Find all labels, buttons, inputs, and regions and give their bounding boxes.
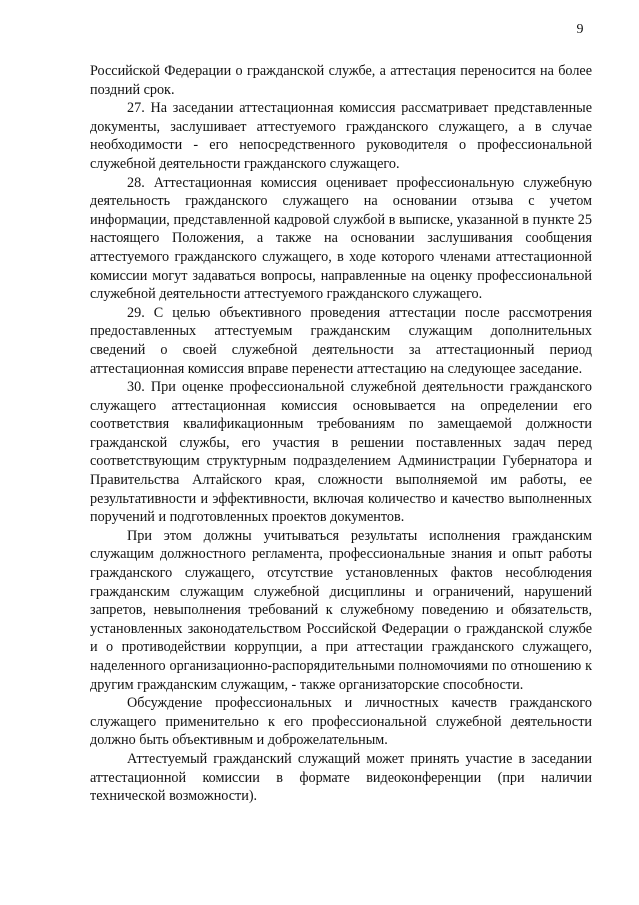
paragraph-30-videoconference: Аттестуемый гражданский служащий может принять участие в заседании аттестационной комиссии в формате видеоконференции (при наличии технической возможности).	[90, 750, 592, 805]
paragraph-continuation: Российской Федерации о гражданской службе, а аттестация переносится на более поздний срок.	[90, 63, 592, 98]
paragraph-30-discussion: Обсуждение профессиональных и личностных качеств гражданского служащего применительно к его профессиональной служебной деятельности должно быть объективным и доброжелательным.	[90, 695, 592, 749]
paragraph-30-results: При этом должны учитываться результаты исполнения гражданским служащим должностного регламента, профессиональные знания и опыт работы гражданского служащего, отсутствие установленных фактов несоблюдения гражданским служащим служебной дисциплины и ограничений, нарушений запретов, невыполнения требований к служебному поведению и обязательств, установленных законодательством Российской Федерации о гражданской службе и о противодействии коррупции, а при аттестации гражданского служащего, наделенного организационно-распорядительными полномочиями по отношению к другим гражданским служащим, - также организаторские способности.	[90, 527, 592, 693]
document-body	[90, 62, 592, 806]
paragraph-30: 30. При оценке профессиональной служебной деятельности гражданского служащего аттестационная комиссия основывается на определении его соответствия квалификационным требованиям по замещаемой должности гражданской службы, его участия в решении поставленных задач перед соответствующим структурным подразделением Администрации Губернатора и Правительства Алтайского края, сложности выполняемой им работы, ее результативности и эффективности, включая количество и качество выполненных поручений и подготовленных проектов документов.	[90, 379, 592, 526]
paragraph-28: 28. Аттестационная комиссия оценивает профессиональную служебную деятельность гражданского служащего на основании отзыва с учетом информации, представленной кадровой службой в выписке, указанной в пункте 25 настоящего Положения, а также на основании заслушивания сообщения аттестуемого гражданского служащего, в ходе которого членами аттестационной комиссии могут задаваться вопросы, направленные на оценку профессиональной служебной деятельности аттестуемого гражданского служащего.	[90, 174, 592, 303]
paragraph-27: 27. На заседании аттестационная комиссия рассматривает представленные документы, заслушивает аттестуемого гражданского служащего, а в случае необходимости - его непосредственного руководителя о профессиональной служебной деятельности гражданского служащего.	[90, 100, 592, 172]
page-number: 9	[576, 22, 584, 37]
paragraph-29: 29. С целью объективного проведения аттестации после рассмотрения предоставленных аттестуемым гражданским служащим дополнительных сведений о своей служебной деятельности за аттестационный период аттестационная комиссия вправе перенести аттестацию на следующее заседание.	[90, 304, 592, 377]
